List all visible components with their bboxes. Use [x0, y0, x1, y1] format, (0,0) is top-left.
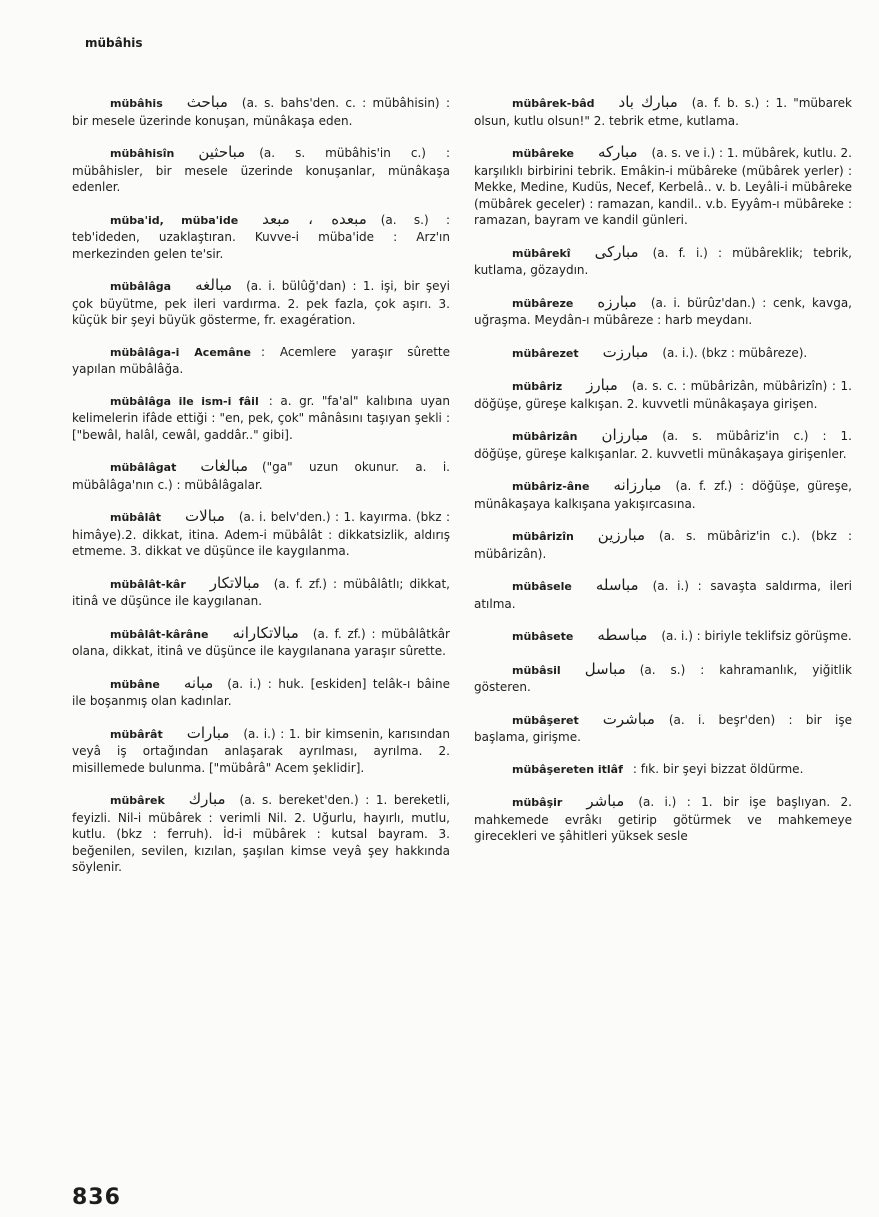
dictionary-entry: [474, 94, 852, 129]
dictionary-entry: [72, 575, 450, 610]
entry-arabic-script: مبارزه: [597, 292, 637, 311]
entry-arabic-script: مباشرت: [602, 709, 655, 728]
entry-headword: mübâreze: [512, 296, 574, 310]
entry-headword: mübârizîn: [512, 530, 574, 543]
entry-headword: mübâsil: [512, 663, 561, 677]
entry-arabic-script: مبالاتكار: [209, 573, 260, 592]
entry-definition: (a. i.) : huk. [eskiden] telâk-ı bâine ile boşanmış olan kadınlar.: [72, 676, 450, 708]
entry-headword: mübâşereten itlâf: [512, 762, 623, 776]
entry-definition: (a. i.) : savaşta saldırma, ileri atılma.: [474, 579, 852, 611]
entry-definition: (a. s. mübâriz'in c.) : 1. döğüşe, güreşe kalkışanlar. 2. kuvvetli münâkaşaya girişenler.: [474, 429, 852, 461]
entry-definition: (a. i.) : biriyle teklifsiz görüşme.: [661, 629, 852, 643]
entry-headword: mübâlâga ile ism-i fâil: [110, 394, 259, 408]
dictionary-entry: [72, 277, 450, 329]
entry-definition: (a. i. bürûz'dan.) : cenk, kavga, uğraşma. Meydân-ı mübâreze : harb meydanı.: [474, 295, 852, 327]
entry-definition: : a. gr. "fa'al" kalıbına uyan kelimelerin ifâde ettiği : "en, pek, çok" mânâsını taşıyan şekli : ["bewâl, halâl, cewâl, gaddâr.." gibi].: [72, 393, 450, 442]
entry-headword: mübârek-bâd: [512, 97, 595, 110]
entry-definition: (a. i.) : 1. bir işe başlıyan. 2. mahkemede evrâkı getirip götürmek ve mahkemeye girecekleri ve şâhitleri yüksek sesle: [474, 795, 852, 843]
entry-headword: mübârizân: [512, 430, 578, 443]
left-column: [72, 94, 450, 876]
entry-arabic-script: مباسل: [584, 659, 626, 678]
entry-arabic-script: مبارك: [188, 790, 226, 808]
entry-arabic-script: مبارزان: [601, 426, 649, 444]
entry-definition: (a. f. zf.) : mübâlâtkâr olana, dikkat, itinâ ve düşünce ile kaygılanana yaraşır sûrette.: [72, 626, 450, 658]
entry-definition: (a. f. zf.) : döğüşe, güreşe, münâkaşaya kalkışana yakışırcasına.: [474, 479, 852, 511]
entry-arabic-script: مباركى: [594, 242, 639, 261]
entry-headword: mübâne: [110, 677, 160, 691]
entry-headword: mübâlâga-i Acemâne: [110, 345, 251, 359]
entry-arabic-script: مبارز: [586, 376, 618, 394]
dictionary-entry: [474, 661, 852, 696]
dictionary-entry: [474, 577, 852, 612]
entry-headword: mübâreke: [512, 147, 574, 160]
dictionary-entry: [474, 344, 852, 363]
entry-definition: (a. i.) : 1. bir kimsenin, karısından veyâ iş ortağından anlaşarak ayrılması, ayrılma. 2. misillemede bulunma. ["mübârâ" Acem şeklidir].: [72, 726, 450, 775]
entry-headword: mübârezet: [512, 346, 579, 360]
entry-definition: ("ga" uzun okunur. a. i. mübâlâga'nın c.) : mübâlâgalar.: [72, 460, 450, 492]
dictionary-entry: [474, 377, 852, 412]
entry-arabic-script: مبالغه: [195, 276, 233, 294]
dictionary-entry: [474, 477, 852, 512]
entry-arabic-script: مبارات: [186, 723, 230, 742]
dictionary-entry: [474, 527, 852, 562]
entry-arabic-script: مبارك باد: [618, 93, 678, 111]
entry-definition: (a. f. b. s.) : 1. "mübarek olsun, kutlu olsun!" 2. tebrik etme, kutlama.: [474, 96, 852, 128]
entry-definition: : fık. bir şeyi bizzat öldürme.: [632, 761, 804, 776]
dictionary-entry: [474, 144, 852, 229]
entry-arabic-script: مباسله: [595, 576, 639, 594]
entry-arabic-script: مبالغات: [200, 457, 248, 475]
entry-arabic-script: مبانه: [183, 673, 214, 692]
entry-definition: (a. f. zf.) : mübâlâtlı; dikkat, itinâ ve düşünce ile kaygılanan.: [72, 576, 450, 608]
entry-definition: (a. s.) : kahramanlık, yiğitlik gösteren.: [474, 662, 852, 694]
dictionary-entry: [474, 294, 852, 329]
dictionary-entry: [72, 725, 450, 777]
dictionary-entry: [474, 427, 852, 462]
dictionary-entry: [72, 94, 450, 129]
dictionary-entry: [474, 761, 852, 779]
entry-definition: (a. s. bahs'den. c. : mübâhisin) : bir mesele üzerinde konuşan, münâkaşa eden.: [72, 96, 450, 128]
dictionary-entry: [474, 627, 852, 646]
entry-headword: mübâlâgat: [110, 461, 177, 474]
entry-arabic-script: مبعده ، مبعد: [262, 209, 367, 228]
dictionary-entry: [474, 244, 852, 279]
entry-headword: mübâhis: [110, 97, 163, 110]
entry-arabic-script: مبالاتكارانه: [232, 623, 299, 642]
dictionary-entry: [72, 508, 450, 560]
entry-headword: mübâlât: [110, 511, 162, 524]
entry-arabic-script: مباشر: [586, 792, 625, 810]
entry-definition: (a. i. belv'den.) : 1. kayırma. (bkz : himâye).2. dikkat, itina. Adem-i mübâlât : dikkatsizlik, aldırış etmeme. 3. dikkat ve düşünce ile kaygılanma.: [72, 510, 450, 558]
entry-headword: mübârât: [110, 727, 163, 741]
entry-arabic-script: مباسطه: [597, 626, 648, 644]
entry-definition: (a. i. bülûğ'dan) : 1. işi, bir şeyi çok büyütme, pek ileri vardırma. 2. pek fazla, çok aşırı. 3. küçük bir şeyi büyük gösterme, fr. exagération.: [72, 279, 450, 327]
page-number: 836: [72, 1185, 121, 1210]
entry-definition: (a. s. ve i.) : 1. mübârek, kutlu. 2. karşılıklı birbirini tebrik. Emâkin-i mübâreke (mübârek yerler) : Mekke, Medine, Kudüs, Necef, Kerbelâ.. v. b. Leyâli-i mübâreke (mübârek geceler) : ramazan, kandil.. v.b. Eyyâm-ı mübâreke : ramazan, bayram ve kandil günleri.: [474, 146, 852, 227]
entry-definition: (a. s. c. : mübârizân, mübârizîn) : 1. döğüşe, güreşe kalkışan. 2. kuvvetli münâkaşaya girişen.: [474, 379, 852, 411]
entry-arabic-script: مبارزين: [597, 526, 646, 544]
entry-headword: mübâlâga: [110, 280, 172, 293]
entry-definition: (a. f. i.) : mübâreklik; tebrik, kutlama, gözaydın.: [474, 245, 852, 277]
entry-arabic-script: مباحثين: [198, 143, 246, 161]
running-head: mübâhis: [85, 36, 143, 50]
entry-headword: mübâriz-âne: [512, 480, 590, 493]
entry-headword: mübârek: [110, 794, 165, 807]
entry-headword: mübâsele: [512, 580, 572, 593]
entry-definition: (a. s.) : teb'ideden, uzaklaştıran. Kuvve-i müba'ide : Arz'ın merkezinden gelen te'sir.: [72, 212, 450, 261]
entry-headword: mübâlât-kâr: [110, 577, 186, 591]
entry-headword: mübâşeret: [512, 713, 579, 727]
entry-arabic-script: مباحث: [186, 93, 228, 111]
entry-headword: mübâşir: [512, 796, 563, 809]
entry-headword: mübâlât-kârâne: [110, 627, 209, 641]
entry-definition: (a. s. mübâhis'in c.) : mübâhisler, bir mesele üzerinde konuşanlar, münâkaşa edenler.: [72, 146, 450, 194]
entry-headword: müba'id, müba'ide: [110, 213, 239, 227]
dictionary-entry: [72, 791, 450, 876]
entry-arabic-script: مباركه: [597, 143, 638, 161]
entry-headword: mübârekî: [512, 246, 571, 260]
dictionary-entry: [72, 625, 450, 660]
dictionary-entry: [474, 711, 852, 746]
entry-arabic-script: مبارزت: [602, 342, 649, 361]
right-column: [474, 94, 852, 845]
entry-headword: mübâriz: [512, 380, 563, 393]
entry-definition: (a. s. mübâriz'in c.). (bkz : mübârizân).: [474, 529, 852, 561]
entry-arabic-script: مبارزانه: [613, 476, 662, 494]
dictionary-entry: [72, 211, 450, 263]
dictionary-entry: [72, 675, 450, 710]
entry-headword: mübâhisîn: [110, 147, 175, 160]
entry-arabic-script: مبالات: [185, 507, 225, 525]
entry-definition: : Acemlere yaraşır sûrette yapılan mübâlâğa.: [72, 344, 450, 376]
entry-definition: (a. i.). (bkz : mübâreze).: [662, 345, 808, 360]
dictionary-entry: [72, 393, 450, 444]
dictionary-entry: [72, 144, 450, 196]
dictionary-entry: [72, 458, 450, 493]
dictionary-entry: [474, 793, 852, 845]
entry-definition: (a. i. beşr'den) : bir işe başlama, girişme.: [474, 712, 852, 744]
dictionary-entry: [72, 344, 450, 378]
entry-headword: mübâsete: [512, 630, 574, 643]
entry-definition: (a. s. bereket'den.) : 1. bereketli, feyizli. Nil-i mübârek : verimli Nil. 2. Uğurlu, hayırlı, mutlu, kutlu. (bkz : ferruh). İd-i mübârek : kutsal bayram. 3. beğenilen, sevilen, kızılan, şaşılan kimse veyâ şey hakkında söylenir.: [72, 793, 450, 874]
